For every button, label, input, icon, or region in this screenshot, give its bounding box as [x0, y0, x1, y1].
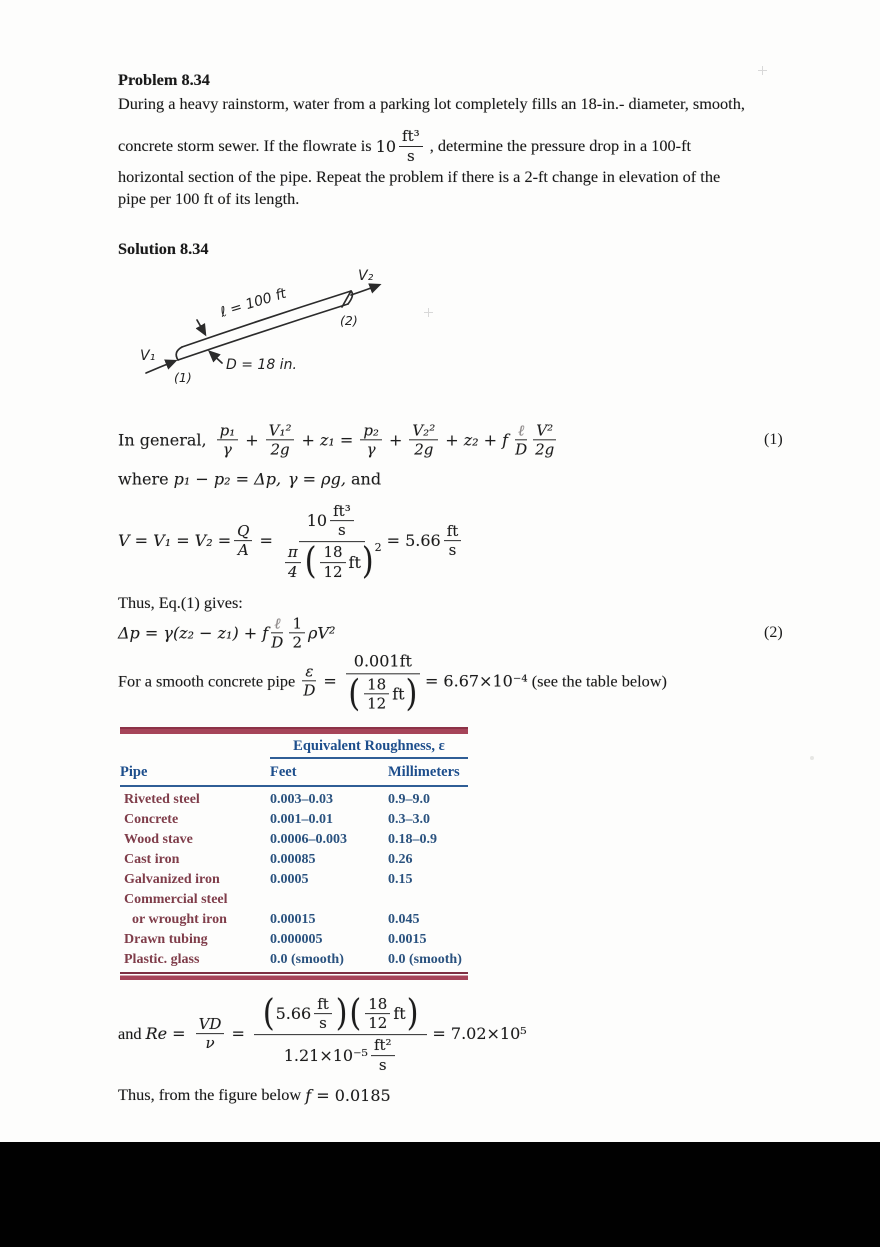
table-row: Plastic. glass 0.0 (smooth) 0.0 (smooth): [124, 952, 462, 967]
roughness-big-fraction: [346, 650, 420, 715]
flowrate-text-post: , determine the pressure drop in a 100-ft: [425, 136, 692, 155]
18-over-12-fraction: $\frac{18}{12}$: [365, 996, 390, 1031]
pipe-diameter-label: D = 18 in.: [226, 357, 297, 373]
thus-line: Thus, Eq.(1) gives:: [118, 593, 243, 612]
scan-artifact-plus: [758, 66, 767, 75]
scan-black-strip: [0, 1142, 880, 1247]
diameter-paren-group: [347, 672, 418, 715]
final-pre: Thus, from the figure below: [118, 1085, 306, 1104]
pressure-drop-definition: p₁ − p₂ = Δp,: [173, 469, 282, 489]
right-paren: ): [361, 540, 374, 583]
friction-factor-line: [118, 1085, 391, 1105]
pressure-drop-equation: [118, 615, 335, 650]
column-header-pipe: Pipe: [120, 764, 148, 780]
scan-artifact-plus: [424, 308, 433, 317]
table-title: Equivalent Roughness, ε: [293, 738, 445, 754]
pipe-diagram: [130, 263, 410, 391]
flowrate-units-fraction: [399, 128, 423, 163]
diagram-labels: [140, 268, 374, 385]
problem-title: Problem 8.34: [118, 70, 210, 89]
equation-1-number: (1): [764, 431, 783, 448]
diameter-paren-group: [349, 991, 420, 1035]
one-half-fraction: $\frac{1}{2}$: [289, 615, 305, 650]
left-paren: (: [304, 540, 317, 583]
specific-weight-definition: γ = ρg,: [288, 469, 346, 489]
table-row: Commercial steel: [124, 892, 228, 907]
re-lhs: Re =: [145, 1024, 186, 1044]
left-paren: (: [349, 991, 362, 1035]
where-definitions-line: [118, 470, 381, 489]
table-row: Galvanized iron 0.0005 0.15: [124, 872, 413, 887]
flowrate-coefficient: 10: [375, 136, 397, 156]
q-over-a-fraction: $\frac{Q}{A}$: [234, 523, 252, 558]
eq1-mid2: + z₂ + f: [445, 430, 509, 450]
veq-num-coefficient: 10: [306, 511, 328, 531]
epsilon-over-d-fraction: $\frac{\varepsilon}{D}$: [303, 662, 316, 700]
table-row: or wrought iron 0.00015 0.045: [132, 912, 420, 927]
left-paren: (: [348, 672, 361, 715]
flowrate-units-numerator: ft³: [399, 128, 423, 146]
eq1-v2sq-over-2g: $\frac{\text{V₂²}}{2g}$: [409, 422, 438, 457]
table-bottom-rule: [120, 972, 468, 980]
equation-2-number: (2): [764, 624, 783, 641]
velocity-1-label: V₁: [140, 348, 156, 364]
reynolds-big-fraction: [254, 991, 428, 1074]
roughness-value: 0.001ft: [346, 650, 420, 674]
velocity-value: 5.66: [275, 1004, 312, 1024]
solution-title: Solution 8.34: [118, 239, 209, 258]
table-top-rule: [120, 727, 468, 734]
table-row: Riveted steel 0.003–0.03 0.9–9.0: [124, 792, 430, 807]
eq1-v1sq-over-2g: $\frac{\text{V₁²}}{2g}$: [266, 422, 295, 457]
table-row: Wood stave 0.0006–0.003 0.18–0.9: [124, 832, 437, 847]
ft-unit: ft: [393, 1004, 406, 1024]
re-result: = 7.02×10⁵: [432, 1024, 527, 1044]
eq1-mid1: + z₁ =: [301, 430, 354, 450]
equals-sign: =: [231, 1024, 245, 1044]
pipe-length-label: ℓ = 100 ft: [218, 285, 289, 321]
18-over-12-fraction: $\frac{18}{12}$: [320, 545, 345, 580]
point-1-label: (1): [174, 370, 192, 385]
point-2-label: (2): [340, 313, 358, 328]
and-word: and: [345, 469, 382, 489]
column-header-millimeters: Millimeters: [388, 764, 460, 780]
table-row: Cast iron 0.00085 0.26: [124, 852, 413, 867]
outlet-flow-arrow: [351, 285, 379, 295]
diameter-leader-arrow: [210, 352, 222, 363]
equivalent-roughness-table: [120, 727, 468, 980]
table-row: Drawn tubing 0.000005 0.0015: [124, 932, 427, 947]
flowrate-units-denominator: s: [406, 146, 415, 165]
rough-result: = 6.67×10⁻⁴: [424, 671, 528, 691]
table-header-underline: [120, 785, 468, 787]
problem-text-line4: pipe per 100 ft of its length.: [118, 189, 300, 208]
veq-result: = 5.66: [386, 531, 441, 551]
relative-roughness-line: [118, 650, 667, 715]
see-table-note: (see the table below): [527, 671, 667, 690]
ft2-per-s-fraction: $\frac{\text{ft²}}{s}$: [371, 1038, 395, 1073]
veq-lhs: V = V₁ = V₂ =: [118, 531, 232, 551]
viscosity-value: 1.21×10⁻⁵: [283, 1045, 368, 1065]
squared-exponent: 2: [374, 541, 382, 555]
velocity-2-label: V₂: [358, 268, 374, 284]
flow-area-big-fraction: [282, 502, 382, 583]
problem-text-line3: horizontal section of the pipe. Repeat the problem if there is a 2-ft change in elevation of the: [118, 167, 721, 186]
column-header-feet: Feet: [270, 764, 297, 780]
equals-sign: =: [259, 531, 273, 551]
plus-sign: +: [245, 430, 259, 450]
where-word: where: [118, 469, 174, 489]
eq1-vsq-over-2g: $\frac{\text{V²}}{2g}$: [535, 421, 555, 459]
problem-text-line1: During a heavy rainstorm, water from a parking lot completely fills an 18-in.- diameter, smooth,: [118, 94, 745, 113]
ft-unit: ft: [348, 552, 361, 572]
problem-text-line2: [118, 121, 691, 171]
plus-sign: +: [388, 430, 403, 450]
18-over-12-fraction: $\frac{18}{12}$: [364, 676, 389, 711]
vd-over-nu-fraction: $\frac{VD}{\nu}$: [196, 1016, 225, 1051]
right-paren: ): [406, 991, 419, 1035]
length-leader-arrow: [197, 320, 205, 334]
rough-intro: For a smooth concrete pipe: [118, 671, 300, 690]
eq1-intro: In general,: [118, 430, 207, 450]
equals-sign: =: [323, 671, 337, 691]
veq-result-units: $\frac{ft}{s}$: [444, 523, 462, 558]
table-row: Concrete 0.001–0.01 0.3–3.0: [124, 812, 430, 827]
scan-artifact-dot: [810, 756, 814, 760]
velocity-paren-group: [262, 991, 349, 1035]
eq1-l-over-d: $\frac{\text{ℓ}}{D}$: [515, 421, 528, 459]
friction-factor-symbol: f: [305, 1085, 312, 1105]
right-paren: ): [335, 991, 348, 1035]
right-paren: ): [405, 672, 418, 715]
eq2-l-over-d: $\frac{\text{ℓ}}{D}$: [271, 614, 284, 652]
ft-unit: ft: [392, 684, 405, 704]
reynolds-number-equation: [118, 991, 527, 1074]
eq1-p1-over-gamma: $\frac{\text{p₁}}{\gamma}$: [217, 422, 239, 457]
left-paren: (: [262, 991, 275, 1035]
table-header-row: [120, 759, 468, 785]
flowrate-text-pre: concrete storm sewer. If the flowrate is: [118, 136, 376, 155]
re-intro: and: [118, 1024, 146, 1043]
veq-num-units: $\frac{\text{ft³}}{s}$: [330, 503, 354, 538]
eq2-rho-v-squared: ρV²: [307, 623, 336, 643]
velocity-equation: [118, 502, 464, 583]
eq2-lhs: Δp = γ(z₂ − z₁) + f: [118, 623, 269, 643]
energy-equation: [118, 422, 559, 457]
diameter-paren-group: [304, 540, 382, 583]
friction-factor-value: = 0.0185: [311, 1085, 391, 1105]
pi-over-4-fraction: $\frac{\pi}{4}$: [285, 545, 301, 580]
ft-per-s-fraction: $\frac{ft}{s}$: [314, 996, 332, 1031]
eq1-p2-over-gamma: $\frac{\text{p₂}}{\gamma}$: [360, 422, 382, 457]
